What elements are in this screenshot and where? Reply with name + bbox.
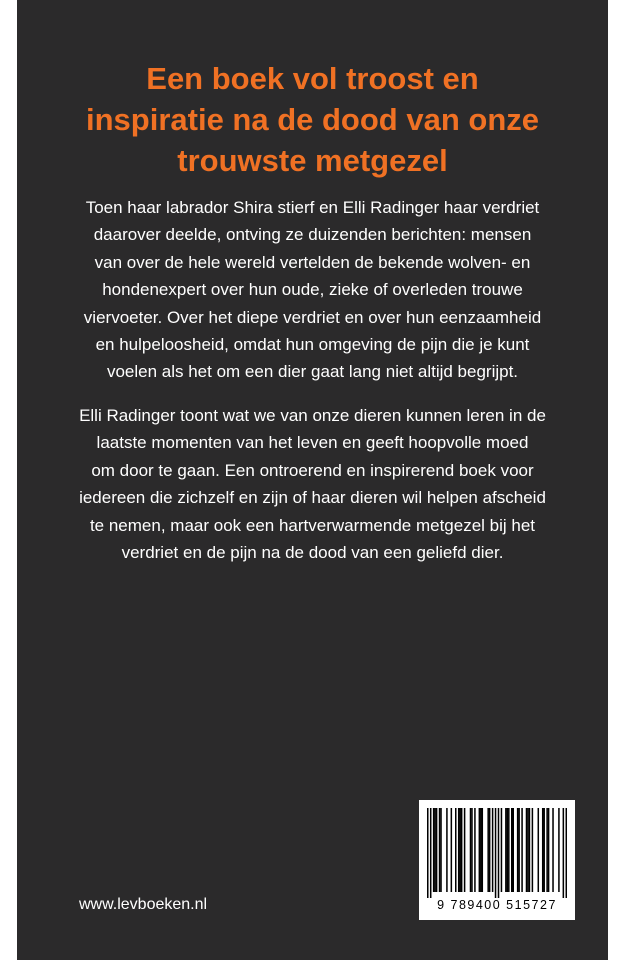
barcode-bar (546, 808, 548, 892)
barcode-bar (487, 808, 489, 892)
barcode-bar (436, 808, 438, 892)
barcode-bar (521, 808, 523, 892)
barcode-bar (552, 808, 554, 892)
text-line: van over de hele wereld vertelden de bekende wolven- en (94, 252, 531, 272)
text-line: Elli Radinger toont wat we van onze dieren kunnen leren in de (79, 406, 546, 425)
barcode-bar (495, 808, 497, 898)
barcode-bar (543, 808, 545, 892)
headline-line: inspiratie na de dood van onze (85, 102, 539, 137)
text-line: iedereen die zichzelf en zijn of haar dieren wil helpen afscheid (79, 488, 546, 508)
barcode-bar (527, 808, 529, 892)
barcode-bar (507, 808, 509, 892)
text-line: te nemen, maar ook een hartverwarmende metgezel bij het (89, 515, 536, 535)
barcode-bar (434, 808, 436, 892)
barcode-bar (566, 808, 567, 898)
barcode-bar (446, 808, 448, 892)
text-line: Toen haar labrador Shira stierf en Elli Radinger haar verdriet (85, 198, 540, 217)
blurb-paragraph-1 (57, 194, 568, 386)
barcode-bar (479, 808, 481, 892)
headline-line: trouwste metgezel (177, 143, 448, 178)
headline-line: Een boek vol troost en (146, 61, 479, 96)
barcode-bar (511, 808, 513, 892)
barcode-bar (505, 808, 507, 892)
barcode-bar (489, 808, 491, 892)
barcode-bar (542, 808, 544, 892)
barcode-bar (482, 808, 484, 892)
barcode-bar (501, 808, 503, 892)
barcode-bar (517, 808, 519, 892)
barcode-bar (508, 808, 510, 892)
barcode-bar (474, 808, 476, 892)
barcode-bar (492, 808, 494, 892)
barcode-bar (427, 808, 429, 898)
barcode-bar (471, 808, 473, 892)
barcode-bar (498, 808, 500, 898)
barcode-bar (558, 808, 560, 892)
barcode-bar (430, 808, 432, 898)
barcode-bar (563, 808, 565, 898)
barcode-bar (538, 808, 540, 892)
barcode-bar (470, 808, 472, 892)
barcode-bar (464, 808, 466, 892)
text-line: en hulpeloosheid, omdat hun omgeving de pijn die je kunt (95, 335, 530, 355)
barcode-bar (461, 808, 463, 892)
barcode-bar (440, 808, 442, 892)
barcode-bar (451, 808, 453, 892)
text-line: laatste momenten van het leven en geeft hoopvolle moed (96, 433, 529, 453)
isbn-number: 9 789400 515727 (437, 898, 557, 912)
barcode-bar (526, 808, 528, 892)
barcode-bar (548, 808, 550, 892)
barcode-bar (455, 808, 457, 892)
barcode-bar (512, 808, 514, 892)
text-line: hondenexpert over hun oude, zieke of overleden trouwe (102, 280, 523, 300)
barcode-bars (427, 808, 567, 898)
barcode-bar (518, 808, 520, 892)
text-line: om door te gaan. Een ontroerend en inspirerend boek voor (91, 460, 534, 480)
barcode-bar (480, 808, 482, 892)
publisher-website: www.levboeken.nl (79, 896, 208, 913)
text-line: daarover deelde, ontving ze duizenden berichten: mensen (93, 225, 532, 245)
text-line: verdriet en de pijn na de dood van een geliefd dier. (121, 543, 504, 563)
barcode-bar (458, 808, 460, 892)
barcode-bar (529, 808, 531, 892)
text-line: voelen als het om een dier gaat lang niet altijd begrijpt. (106, 362, 519, 382)
barcode-bar (439, 808, 441, 892)
barcode-bar (532, 808, 534, 892)
barcode-bar (459, 808, 461, 892)
headline (17, 58, 608, 181)
barcode-bar (433, 808, 435, 892)
text-line: viervoeter. Over het diepe verdriet en over hun eenzaamheid (83, 307, 542, 327)
isbn-barcode (419, 800, 575, 920)
back-cover (17, 0, 608, 960)
blurb-paragraph-2 (57, 402, 568, 566)
